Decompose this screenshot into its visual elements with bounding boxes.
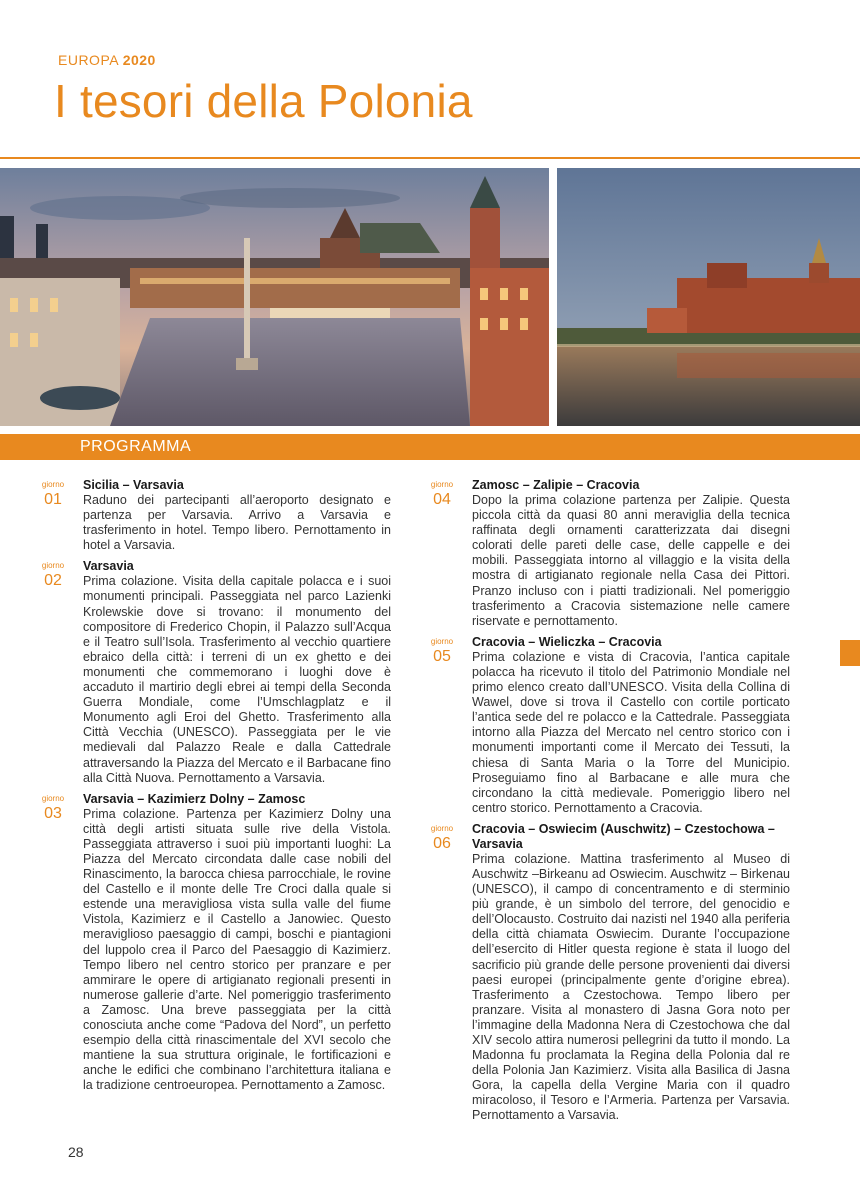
day-entry	[423, 635, 790, 816]
day-title: Cracovia – Wieliczka – Cracovia	[472, 634, 662, 649]
kicker-year: 2020	[122, 52, 156, 68]
day-label: giorno	[41, 561, 65, 571]
krakow-wawel-photo	[557, 168, 860, 426]
day-label: giorno	[41, 480, 65, 489]
page-number: 28	[68, 1144, 84, 1160]
header-kicker	[58, 52, 156, 68]
day-text: Raduno dei partecipanti all’aeroporto designato e partenza per Varsavia. Arrivo a Varsavia e trasferimento in hotel. Tempo libero. Pernottamento in hotel a Varsavia.	[83, 493, 391, 553]
program-label: PROGRAMMA	[80, 438, 192, 455]
warsaw-old-town-photo	[0, 168, 549, 426]
day-entry	[34, 559, 391, 785]
day-label: giorno	[41, 793, 65, 803]
header-rule	[0, 157, 860, 159]
program-column-left	[34, 478, 391, 1099]
side-tab-marker	[840, 640, 860, 666]
day-text: Prima colazione. Partenza per Kazimierz Dolny una città degli artisti situata sulle rive della Vistola. Passeggiata attraverso i suoi più importanti luoghi: La Piazza del Mercato circondata dalle case nobili del Rinascimento, la barocca chiesa parrocchiale, le rovine del Castello e il monte delle Tre Croci dalla quale si estende una meravigliosa vista sulla valle del fiume Vistola, Kazimierz e il Castello a Janowiec. Questo meraviglioso paesaggio di campi, boschi e piantagioni del luppolo crea il Parco del Paesaggio di Kazimierz. Tempo libero nel centro storico per pranzare e per ammirare le opere di artigianato regionali presenti in numerose gallerie d’arte. Nel pomeriggio trasferimento a Zamosc. Una breve passeggiata per la città conosciuta anche come “Padova del Nord”, un perfetto esempio della città rinascimentale del XVI secolo che mantiene la sua struttura originale, le fortificazioni e anche le edifici che combinano l’architettura italiana e la tradizione centroeuropea. Pernottamento a Zamosc.	[83, 806, 391, 1093]
day-entry	[423, 822, 790, 1124]
day-label: giorno	[430, 636, 454, 646]
day-text: Prima colazione. Mattina trasferimento al Museo di Auschwitz –Birkeanu ad Oswiecim. Auschwitz – Birkenau (UNESCO), il campo di concentramento e di sterminio più grande, è un simbolo del terrore, del genocidio e dell’Olocausto. Costruito dai nazisti nel 1940 alla periferia della città chiamata Oswiecim. Durante l’occupazione dell’esercito di Hitler questa regione è stata il luogo del sacrificio più grande delle persone provenienti dai diversi paesi europei (principalmente gente d’origine ebrea). Trasferimento a Czestochowa. Tempo libero per pranzare. Visita al monastero di Jasna Gora noto per l’immagine della Madonna Nera di Czestochowa che dal XIV secolo attira numerosi pellegrini da tutto il mondo. La Madonna fu proclamata la Regina della Polonia dal re della Polonia Jan Kazimierz. Visita alla Basilica di Jasna Gora, la capella della Vergine Maria con il quadro miracoloso, il Tesoro e l’Armeria. Partenza per Varsavia. Pernottamento a Varsavia.	[472, 851, 790, 1123]
day-label: giorno	[430, 823, 454, 833]
kicker-word: EUROPA	[58, 52, 119, 68]
day-number: 05	[433, 647, 451, 665]
day-number: 04	[433, 491, 451, 508]
program-band	[0, 434, 860, 460]
day-number: 02	[44, 572, 62, 590]
day-number: 06	[433, 834, 451, 852]
program-column-right	[423, 478, 790, 1130]
day-text: Prima colazione. Visita della capitale polacca e i suoi monumenti principali. Passeggiata nel parco Lazienki Krolewskie dove si trovano: il monumento del compositore di Frederico Chopin, il Palazzo sull’Acqua e il Teatro sull’Isola. Trasferimento al vecchio quartiere ebraico della città: i terreni di un ex ghetto e dei monumenti che commemorano i luoghi dove è accaduto il martirio degli ebrei ai tempi della Seconda Guerra Mondiale, come l’Umschlagplatz e il Monumento agli Eroi del Ghetto. Trasferimento alla Città Vecchia (UNESCO). Passeggiata per le vie medievali dal Palazzo Reale e dalla Cattedrale attraversando la Piazza del Mercato e il Barbacane fino alla Città Nuova. Pernottamento a Varsavia.	[83, 574, 391, 785]
day-title: Sicilia – Varsavia	[83, 478, 184, 492]
day-entry	[34, 792, 391, 1094]
day-title: Zamosc – Zalipie – Cracovia	[472, 478, 640, 492]
day-entry	[423, 478, 790, 629]
day-entry	[34, 478, 391, 553]
day-number: 03	[44, 804, 62, 822]
day-number: 01	[44, 491, 62, 508]
page-title: I tesori della Polonia	[54, 75, 473, 127]
day-text: Dopo la prima colazione partenza per Zalipie. Questa piccola città da quasi 80 anni meraviglia della tecnica raffinata degli ornamenti caratterizzata dai disegni colorati delle pareti delle case, delle cappelle e dei mobili. Passeggiata intorno al villaggio e la visita della mostra di artigianato regionale nella Casa dei Pittori. Pranzo incluso con i piatti tradizionali. Nel pomeriggio trasferimento a Cracovia sistemazione nelle camere riservate e pernottamento.	[472, 493, 790, 628]
day-title: Varsavia – Kazimierz Dolny – Zamosc	[83, 791, 306, 806]
day-title: Cracovia – Oswiecim (Auschwitz) – Czestochowa – Varsavia	[472, 821, 775, 851]
day-text: Prima colazione e vista di Cracovia, l’antica capitale polacca ha ricevuto il titolo del Patrimonio Mondiale nel primo elenco creato dall’UNESCO. Visita della Collina di Wawel, dove si trova il Castello con cortile porticato l’antica sede del re polacco e la Cattedrale. Passeggiata intorno alla Piazza del Mercato nel centro storico con i monumenti importanti come il Mercato dei Tessuti, la chiesa di Santa Maria o la Torre del Municipio. Proseguiamo fino al Barbacane e alle mura che circondano la città medievale. Pomeriggio libero nel centro storico. Pernottamento a Cracovia.	[472, 649, 790, 815]
day-title: Varsavia	[83, 559, 134, 574]
day-label: giorno	[430, 480, 454, 489]
